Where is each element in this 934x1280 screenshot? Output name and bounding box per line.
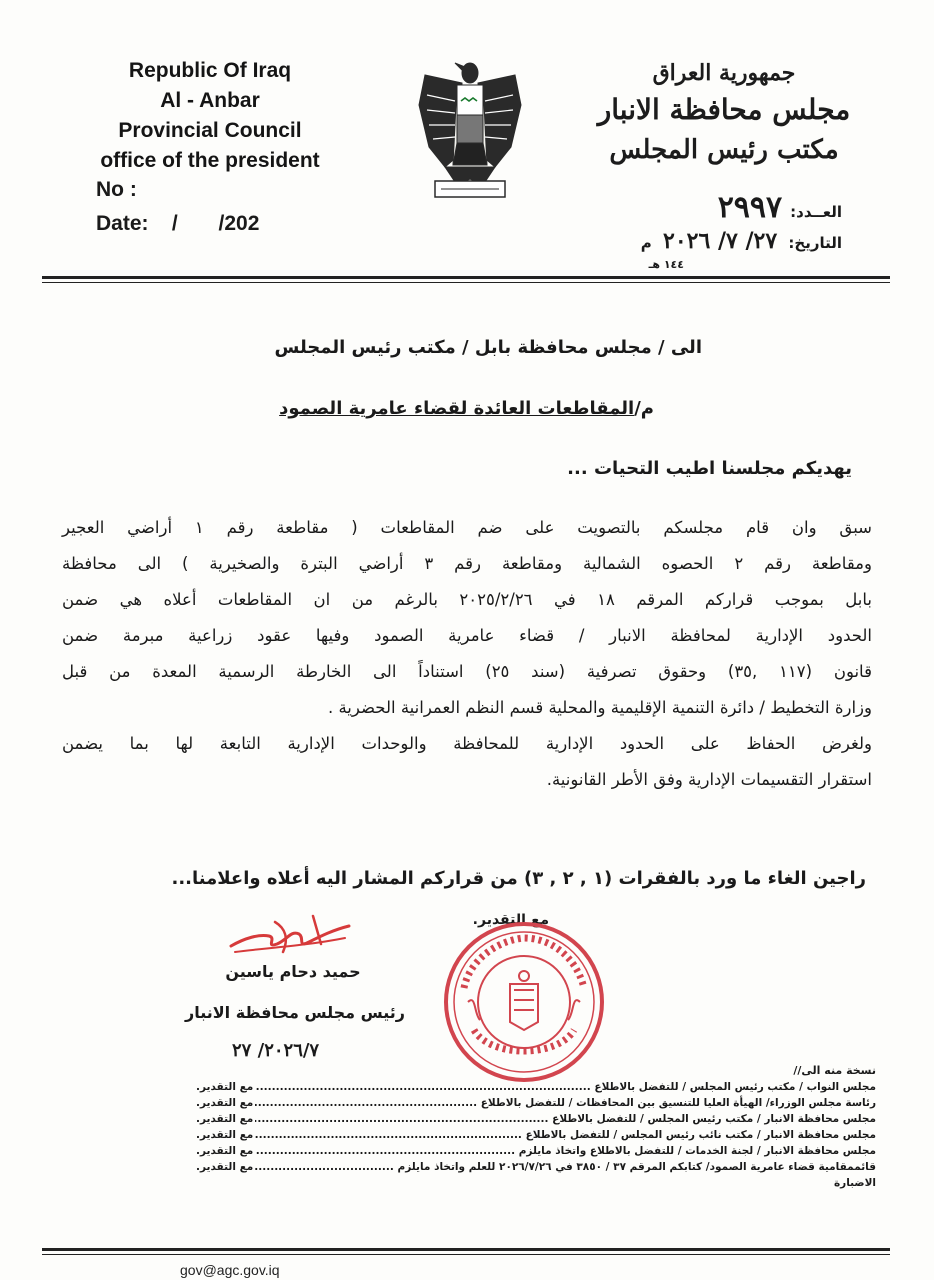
official-seal-stamp-icon — [440, 918, 608, 1086]
copies-regards: مع التقدير. — [196, 1113, 254, 1125]
header-en-no: No : — [96, 178, 137, 201]
copies-archive: الاضبارة — [833, 1177, 876, 1189]
letter-regards: مع التقدير. — [472, 912, 549, 928]
header-arabic — [594, 56, 854, 170]
letter-closing: راجين الغاء ما ورد بالفقرات (١ , ٢ , ٣) من قراركم المشار اليه أعلاه واعلامنا... — [171, 868, 866, 889]
copies-recipient: مجلس النواب / مكتب رئيس المجلس / للتفضل بالاطلاع ..... — [255, 1079, 876, 1095]
header-ar-line1: جمهورية العراق — [652, 60, 796, 86]
letter-subject-text: المقاطعات العائدة لقضاء عامرية الصمود — [279, 398, 635, 419]
header-en-date: Date: / /202 — [96, 212, 260, 235]
header-english — [60, 56, 360, 176]
copies-recipient: رئاسة مجلس الوزراء/ الهيأة العليا للتنسيق بين المحافظات / للتفضل بالاطلاع ..... — [255, 1095, 876, 1111]
header-ar-line2: مجلس محافظة الانبار — [597, 93, 851, 126]
iraq-eagle-emblem-icon — [415, 55, 525, 205]
copies-regards: مع التقدير. — [196, 1161, 254, 1173]
body-line: وزارة التخطيط / دائرة التنمية الإقليمية والمحلية قسم النظم العمرانية الحضرية . — [327, 698, 872, 717]
letter-subject-prefix: م/ — [634, 398, 654, 419]
header-ar-date — [641, 228, 842, 254]
signatory-name: حميد دحام ياسين — [225, 962, 361, 981]
body-line: ومقاطعة رقم ٢ الحصوه الشمالية ومقاطعة رقم ٣ أراضي البترة والصخيرية ) الى محافظة — [62, 554, 872, 573]
header-ar-no-value: ٢٩٩٧ — [717, 190, 783, 225]
letter-body — [62, 510, 872, 798]
copies-regards: مع التقدير. — [196, 1097, 254, 1109]
copies-recipient: مجلس محافظة الانبار / مكتب رئيس المجلس / للتفضل بالاطلاع ..... — [255, 1111, 876, 1127]
copies-item — [196, 1159, 876, 1175]
body-line: استقرار التقسيمات الإدارية وفق الأطر القانونية. — [546, 770, 872, 789]
header-en-line3: Provincial Council — [118, 119, 302, 142]
copies-regards: مع التقدير. — [196, 1145, 254, 1157]
handwritten-signature-icon — [225, 908, 355, 958]
copies-item — [196, 1111, 876, 1127]
header-ar-date-value: ٢٧/ ٧/ ٢٠٢٦ — [663, 228, 778, 254]
copies-item — [196, 1095, 876, 1111]
body-line: ولغرض الحفاظ على الحدود الإدارية للمحافظة والوحدات الإدارية التابعة لها بما يضمن — [62, 734, 872, 753]
copies-list — [196, 1079, 876, 1191]
copies-heading: نسخة منه الى// — [793, 1064, 876, 1077]
letter-subject — [279, 398, 654, 419]
letter-greeting: يهديكم مجلسنا اطيب التحيات ... — [567, 458, 852, 479]
header-ar-date-suffix: م — [640, 234, 652, 252]
copies-recipient: مجلس محافظة الانبار / مكتب نائب رئيس المجلس / للتفضل بالاطلاع ..... — [255, 1127, 876, 1143]
copies-item — [196, 1079, 876, 1095]
header-divider — [42, 276, 890, 279]
body-line: قانون (١١٧ ,٣٥) وحقوق تصرفية (سند ٢٥) استناداً الى الخارطة الرسمية المعدة من قبل — [62, 662, 872, 681]
copies-regards: مع التقدير. — [196, 1081, 254, 1093]
footer-email[interactable]: gov@agc.gov.iq — [180, 1262, 280, 1278]
footer-divider — [42, 1248, 890, 1251]
copies-recipient: مجلس محافظة الانبار / لجنة الخدمات / للتفضل بالاطلاع واتخاذ مايلزم ..... — [255, 1143, 876, 1159]
footer-divider-thin — [42, 1254, 890, 1255]
header-ar-date-label: التاريخ: — [788, 234, 842, 252]
copies-recipient: قائممقامية قضاء عامرية الصمود/ كتابكم المرقم ٣٧ / ٣٨٥٠ في ٢٠٢٦/٧/٢٦ للعلم واتخاذ مايلزم ..... — [255, 1159, 876, 1175]
header-ar-no — [718, 190, 842, 225]
header-ar-line3: مكتب رئيس المجلس — [609, 135, 839, 165]
body-line: سبق وان قام مجلسكم بالتصويت على ضم المقاطعات ( مقاطعة رقم ١ أراضي العجير — [62, 518, 872, 537]
signature-date: ٢٠٢٦/٧/ ٢٧ — [232, 1040, 320, 1061]
copies-item — [196, 1143, 876, 1159]
header-divider-thin — [42, 282, 890, 283]
letter-recipient: الى / مجلس محافظة بابل / مكتب رئيس المجلس — [274, 337, 702, 358]
copies-regards: مع التقدير. — [196, 1129, 254, 1141]
header-ar-no-label: العــدد: — [790, 203, 842, 221]
signatory-title: رئيس مجلس محافظة الانبار — [184, 1003, 406, 1022]
header-en-line1: Republic Of Iraq — [128, 59, 292, 82]
body-line: بابل بموجب قراركم المرقم ١٨ في ٢٠٢٥/٢/٢٦ بالرغم من ان المقاطعات أعلاه هي ضمن — [62, 590, 872, 609]
copies-item — [196, 1127, 876, 1143]
header-ar-hijri: ١٤٤ هـ — [648, 258, 684, 271]
header-en-line4: office of the president — [100, 149, 320, 172]
header-en-line2: Al - Anbar — [160, 89, 260, 112]
body-line: الحدود الإدارية لمحافظة الانبار / قضاء عامرية الصمود وفيها عقود زراعية مبرمة ضمن — [62, 626, 872, 645]
